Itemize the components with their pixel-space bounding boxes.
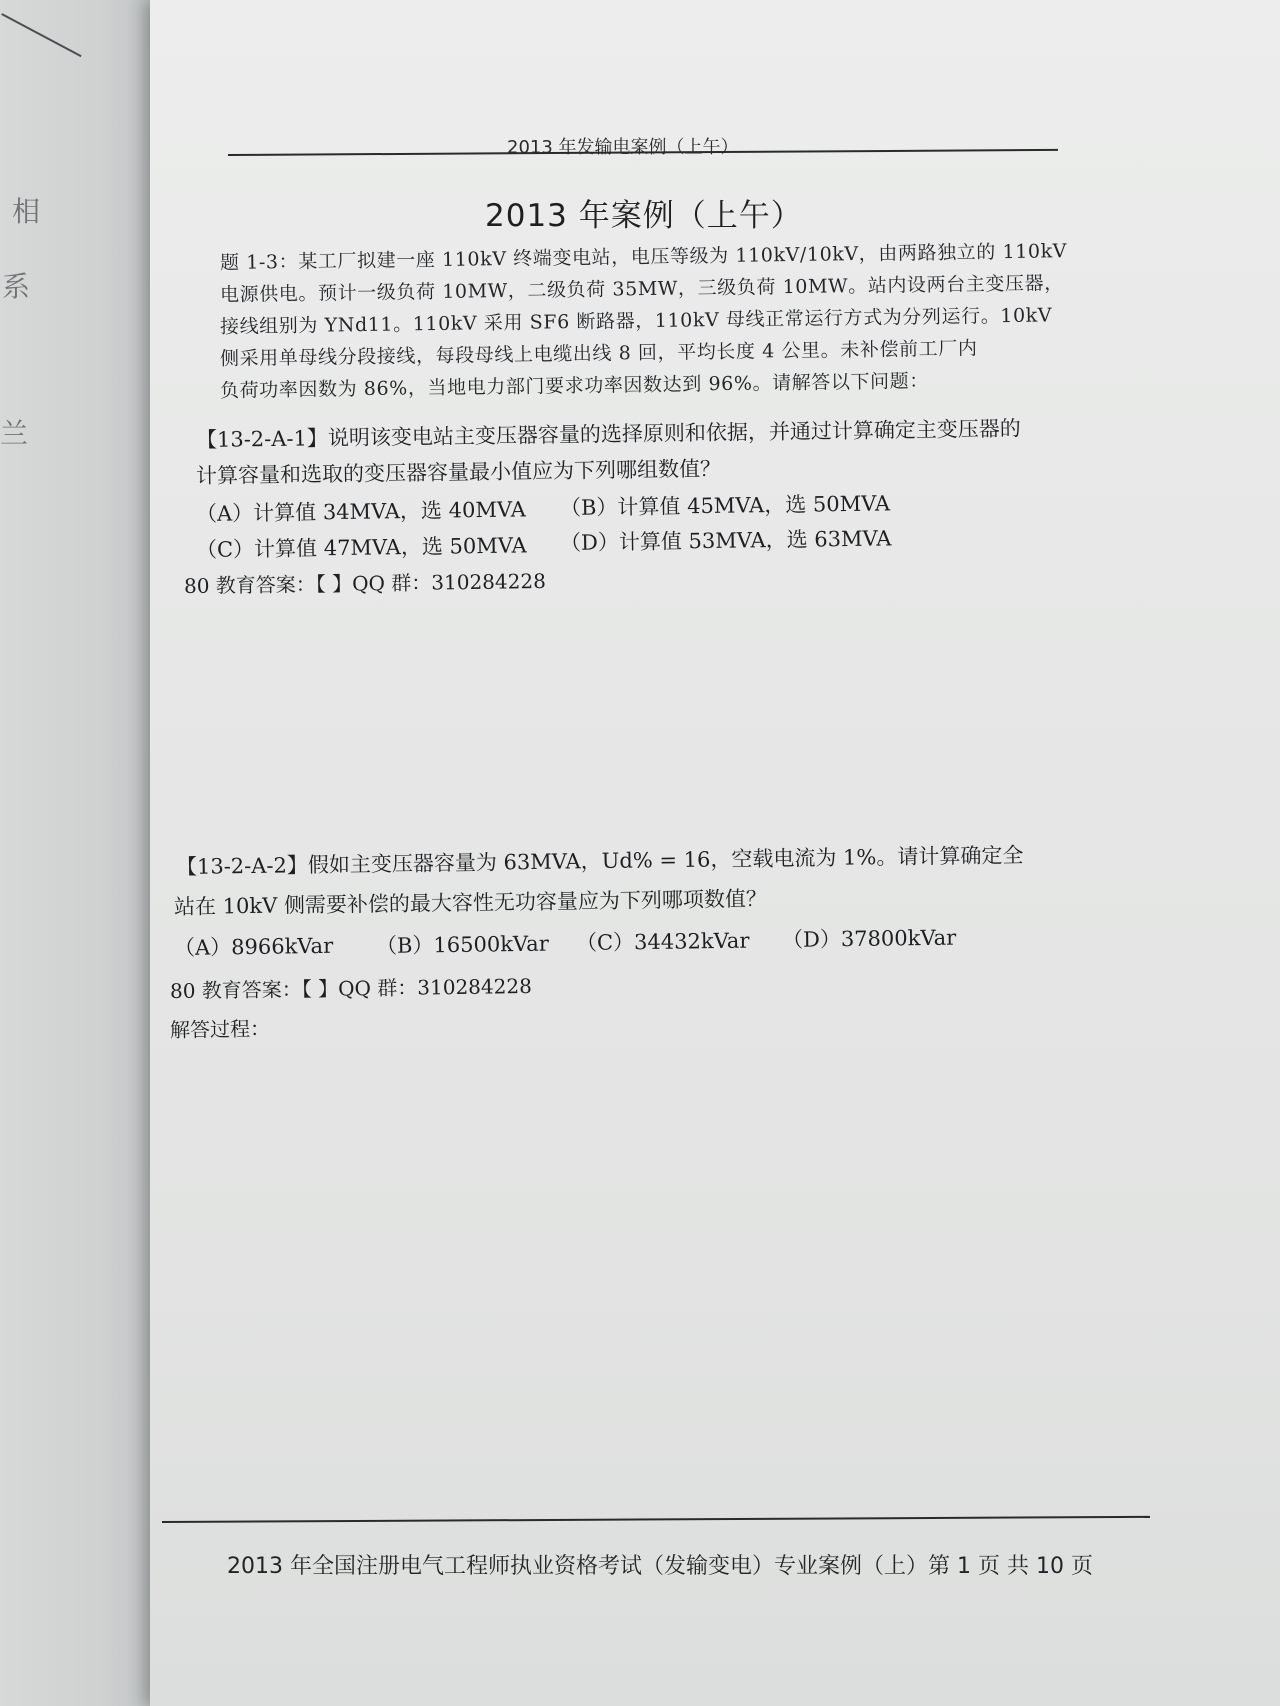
question1-stem-line: 【13-2-A-1】说明该变电站主变压器容量的选择原则和依据，并通过计算确定主变压器的 xyxy=(195,416,1022,452)
question1-answer-line: 80 教育答案：【 】QQ 群：310284228 xyxy=(183,568,546,598)
ghost-char: 兰 xyxy=(0,417,29,450)
intro-line: 题 1-3：某工厂拟建一座 110kV 终端变电站，电压等级为 110kV/10kV，由两路独立的 110kV xyxy=(219,240,1068,274)
ghost-char: 相 xyxy=(12,195,41,228)
exam-page xyxy=(150,0,1280,1706)
question1-option-a: （A）计算值 34MVA，选 40MVA xyxy=(195,497,526,526)
intro-line: 接线组别为 YNd11。110kV 采用 SF6 断路器，110kV 母线正常运行方式为分列运行。10kV xyxy=(219,304,1053,338)
question2-stem-line: 【13-2-A-2】假如主变压器容量为 63MVA，Ud% = 16，空载电流为 1%。请计算确定全 xyxy=(175,843,1024,879)
question2-option-c: （C）34432kVar xyxy=(575,928,750,955)
intro-line: 侧采用单母线分段接线，每段母线上电缆出线 8 回，平均长度 4 公里。未补偿前工厂内 xyxy=(219,337,978,370)
decorative-arc xyxy=(0,13,82,119)
page-footer: 2013 年全国注册电气工程师执业资格考试（发输变电）专业案例（上）第 1 页 共 10 页 xyxy=(227,1554,1093,1579)
question2-option-b: （B）16500kVar xyxy=(375,931,549,958)
question1-stem-line: 计算容量和选取的变压器容量最小值应为下列哪组数值？ xyxy=(195,456,722,488)
page-title: 2013 年案例（上午） xyxy=(485,198,803,234)
question2-stem-line: 站在 10kV 侧需要补偿的最大容性无功容量应为下列哪项数值？ xyxy=(173,886,768,919)
question2-answer-line: 80 教育答案：【 】QQ 群：310284228 xyxy=(169,973,532,1003)
question1-option-d: （D）计算值 53MVA，选 63MVA xyxy=(559,526,892,555)
question1-option-c: （C）计算值 47MVA，选 50MVA xyxy=(195,533,527,562)
question1-option-b: （B）计算值 45MVA，选 50MVA xyxy=(559,491,891,520)
question2-option-a: （A）8966kVar xyxy=(173,933,334,960)
ghost-char: 系 xyxy=(2,270,31,303)
running-header: 2013 年发输电案例（上午） xyxy=(507,137,739,158)
solution-label: 解答过程： xyxy=(169,1016,271,1042)
intro-line: 电源供电。预计一级负荷 10MW，二级负荷 35MW，三级负荷 10MW。站内设两台主变压器， xyxy=(219,272,1064,306)
footer-rule xyxy=(162,1516,1150,1523)
intro-line: 负荷功率因数为 86%，当地电力部门要求功率因数达到 96%。请解答以下问题： xyxy=(219,370,930,402)
previous-page-edge xyxy=(0,0,150,1706)
question2-option-d: （D）37800kVar xyxy=(781,925,957,952)
